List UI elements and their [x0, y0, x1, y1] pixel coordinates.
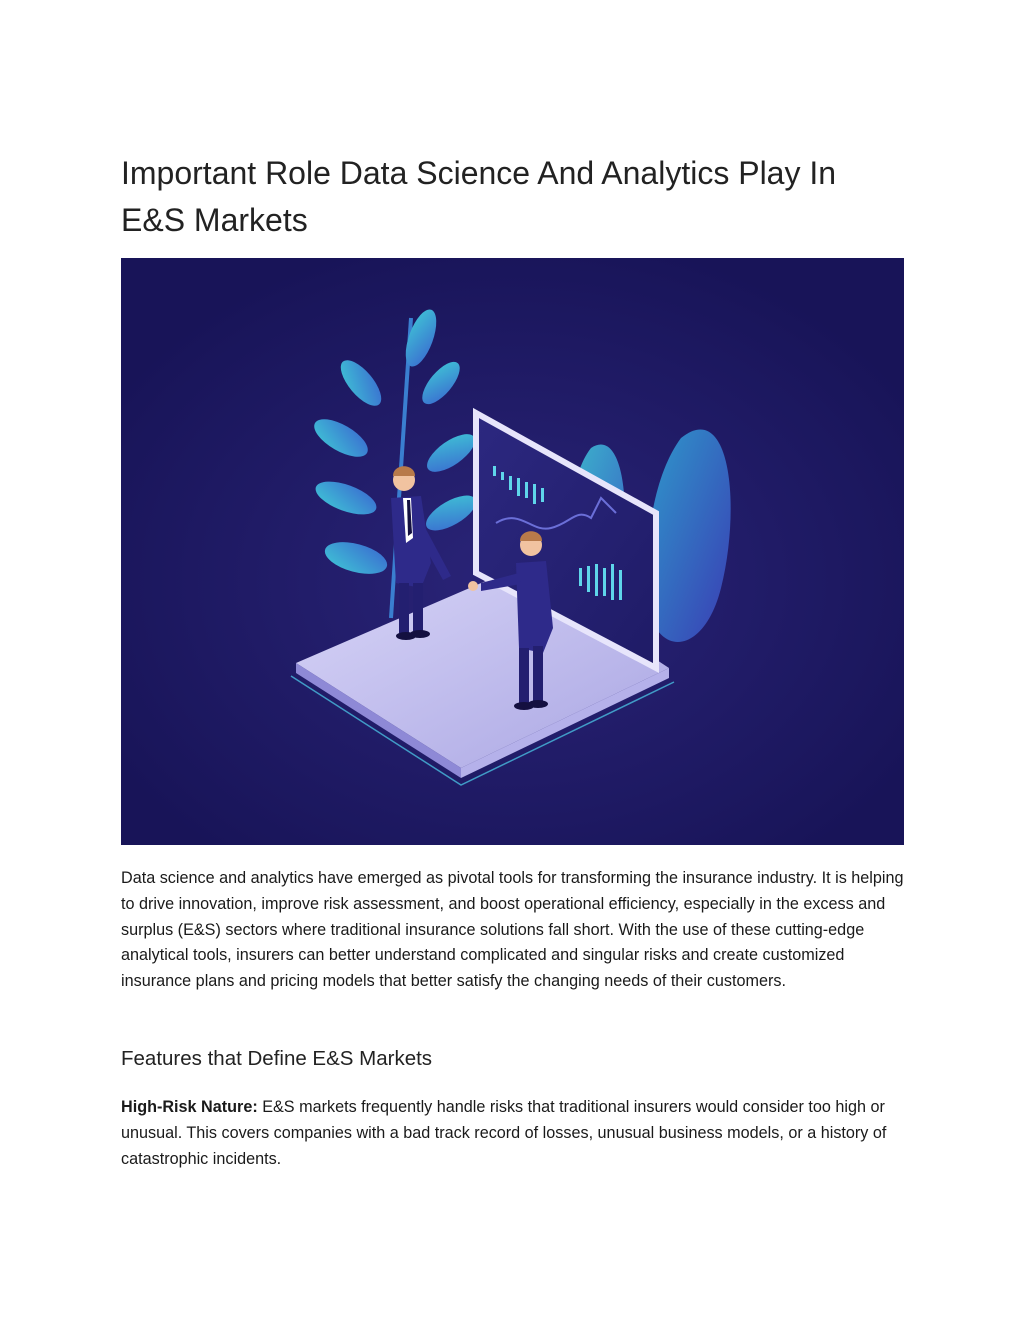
feature-text: E&S markets frequently handle risks that traditional insurers would consider too high or unusual. This covers companies with a bad track record of losses, unusual business models, or a history of catastrophic incidents. [121, 1098, 887, 1168]
feature-paragraph [121, 1095, 905, 1172]
feature-term: High-Risk Nature: [121, 1098, 258, 1116]
section-heading: Features that Define E&S Markets [121, 1047, 433, 1070]
page-title: Important Role Data Science And Analytics Play In E&S Markets [121, 155, 837, 238]
intro-paragraph: Data science and analytics have emerged as pivotal tools for transforming the insurance industry. It is helping to drive innovation, improve risk assessment, and boost operational efficiency, especially in the excess and surplus (E&S) sectors where traditional insurance solutions fall short. With the use of these cutting-edge analytical tools, insurers can better understand complicated and singular risks and create customized insurance plans and pricing models that better satisfy the changing needs of their customers. [121, 869, 904, 991]
hero-illustration [121, 258, 904, 845]
